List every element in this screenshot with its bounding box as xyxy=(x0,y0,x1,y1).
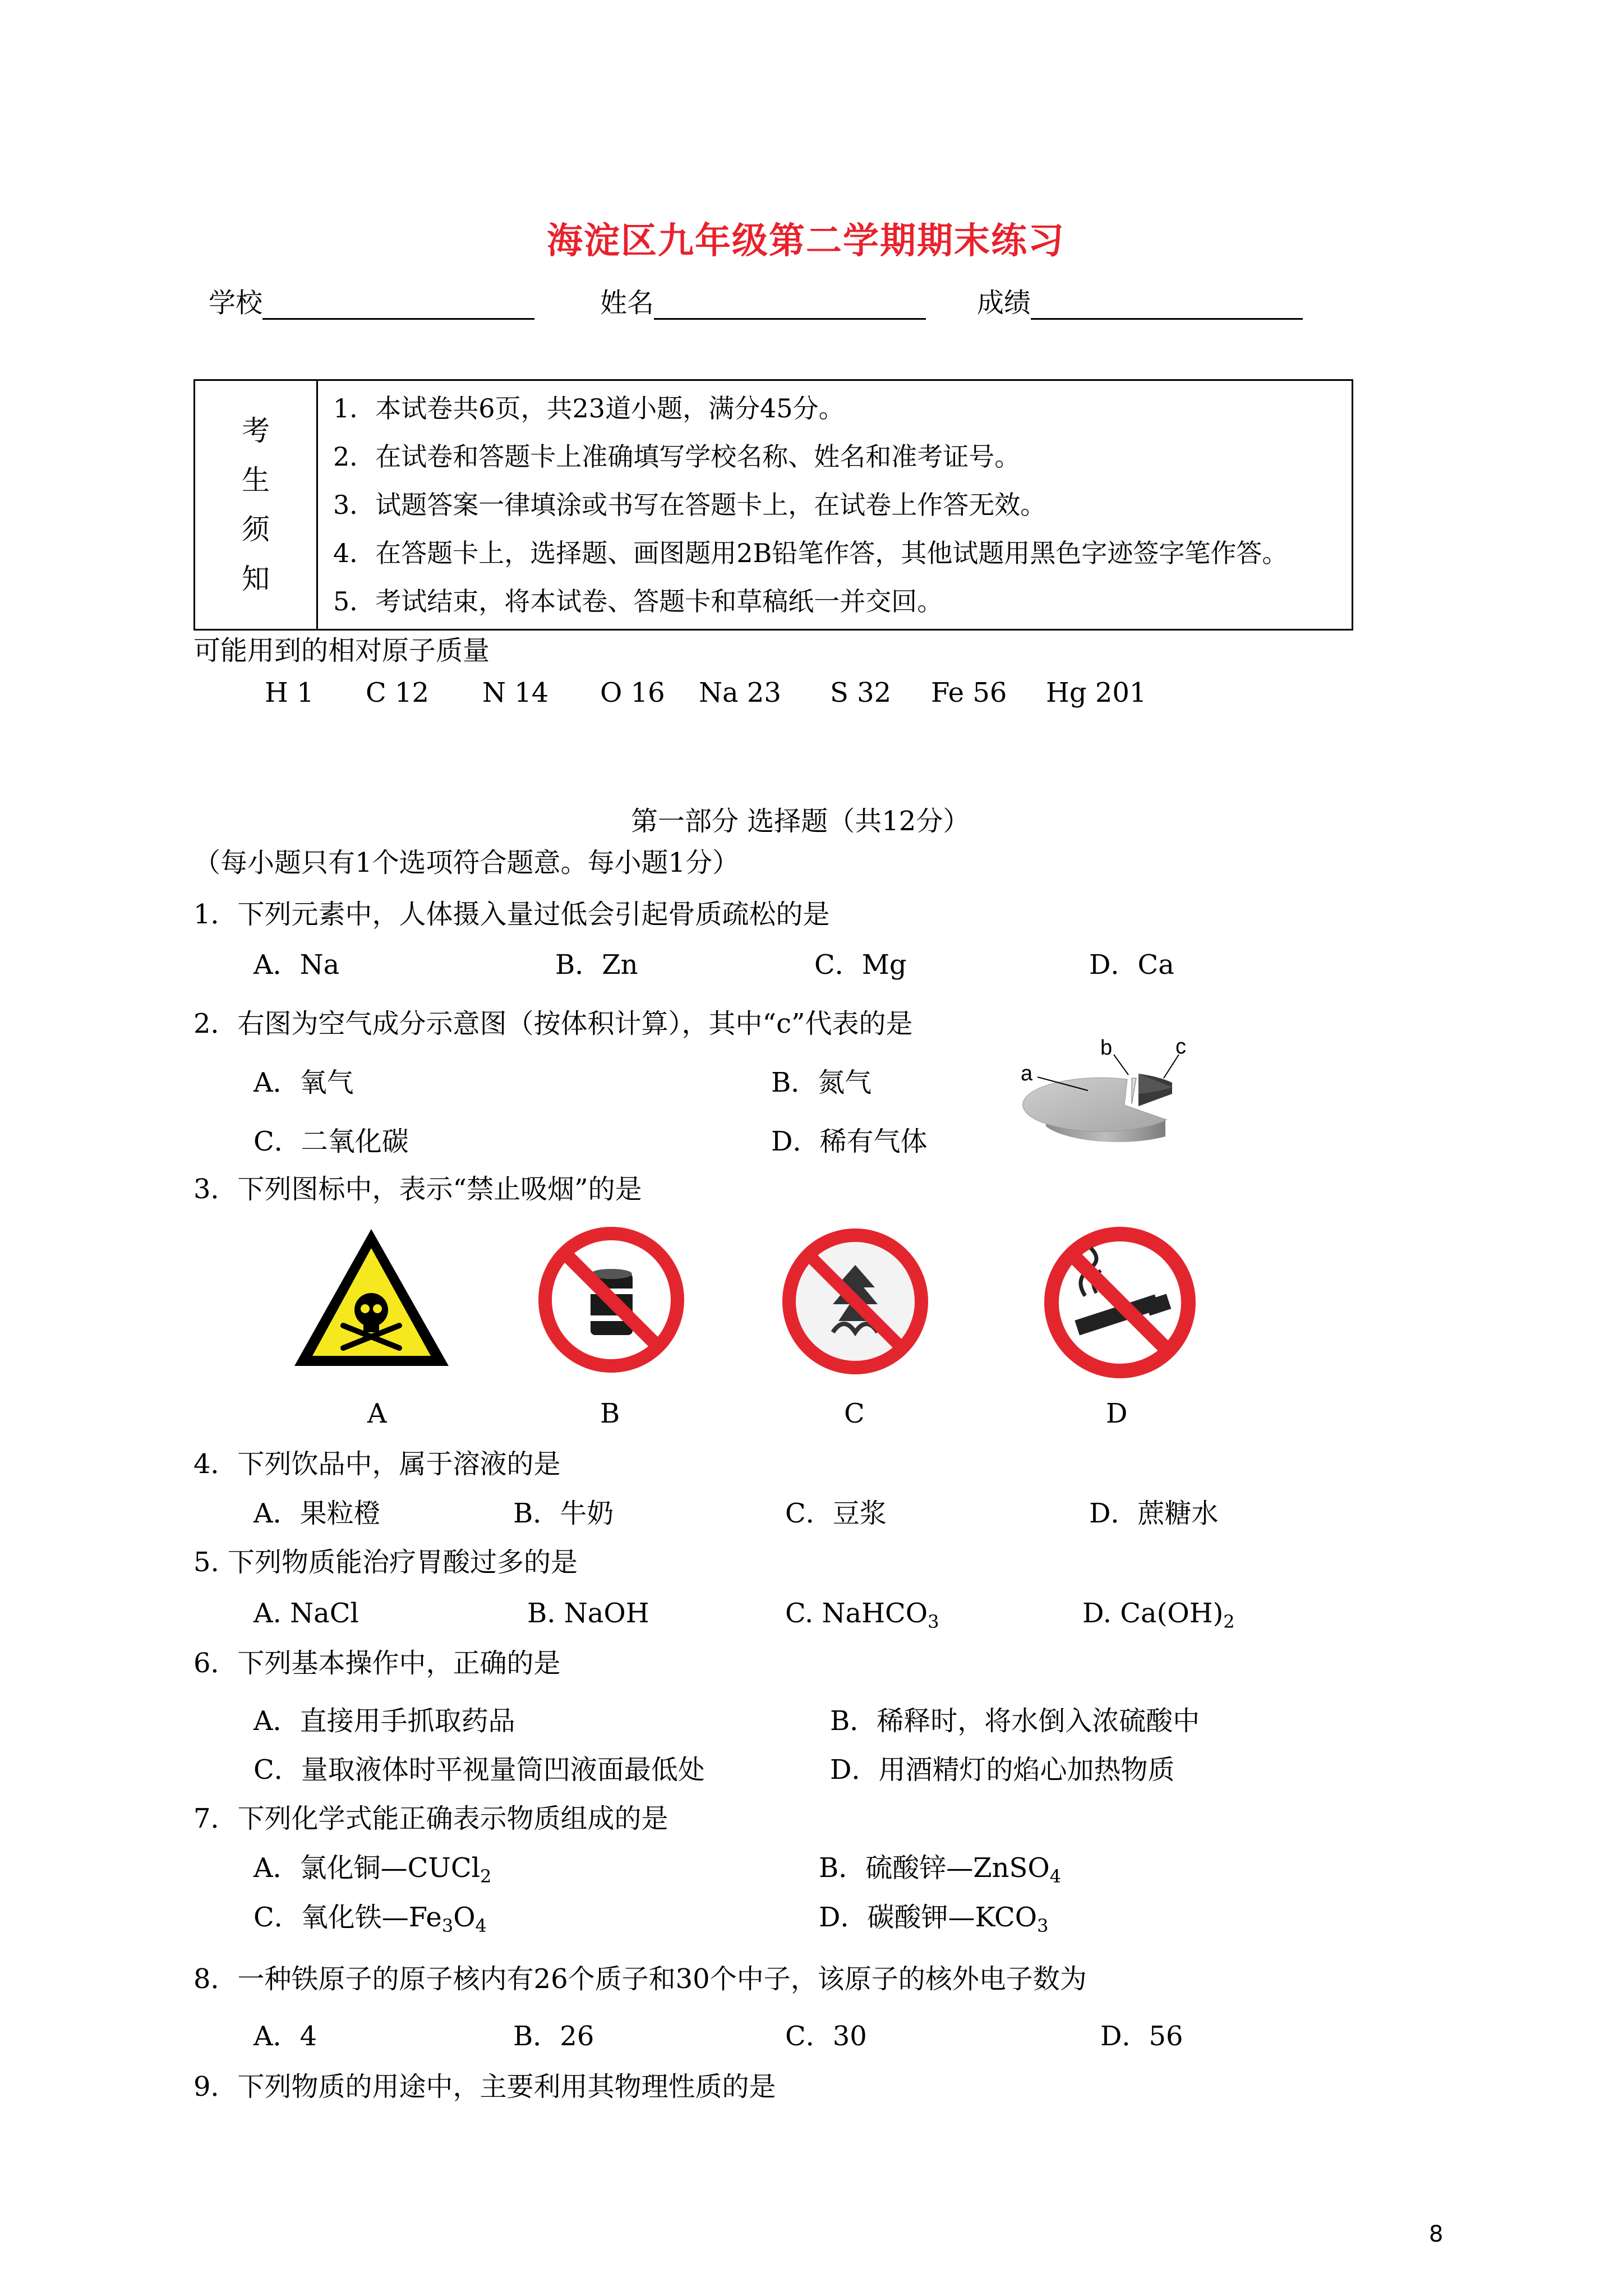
option[interactable]: C．二氧化碳 xyxy=(253,1126,409,1157)
option[interactable]: B．氮气 xyxy=(771,1067,872,1098)
option[interactable]: B．26 xyxy=(513,2021,594,2052)
option[interactable]: A xyxy=(367,1398,387,1429)
option-text: O xyxy=(453,1902,476,1933)
option[interactable] xyxy=(1082,1596,1235,1639)
atomic-mass-value: Fe 56 xyxy=(931,677,1007,708)
name-blank[interactable] xyxy=(654,289,926,320)
option[interactable] xyxy=(253,1596,359,1630)
notice-item: 1．本试卷共6页，共23道小题，满分45分。 xyxy=(333,393,845,424)
question-stem: 5. 下列物质能治疗胃酸过多的是 xyxy=(193,1547,578,1578)
atomic-mass-label: 可能用到的相对原子质量 xyxy=(193,635,490,666)
subscript: 4 xyxy=(1049,1866,1062,1887)
notice-heading-char: 须 xyxy=(242,513,270,546)
page-title: 海淀区九年级第二学期期末练习 xyxy=(547,220,1065,262)
atomic-mass-value: Na 23 xyxy=(699,677,781,708)
air-composition-pie-figure xyxy=(1004,1032,1211,1178)
option-text: D. Ca(OH) xyxy=(1082,1598,1224,1629)
atomic-mass-value: O 16 xyxy=(600,677,665,708)
question-stem: 3．下列图标中，表示“禁止吸烟”的是 xyxy=(193,1174,642,1205)
score-label: 成绩 xyxy=(977,287,1031,319)
option[interactable]: C xyxy=(844,1398,865,1429)
question-stem: 1．下列元素中，人体摄入量过低会引起骨质疏松的是 xyxy=(193,899,830,930)
option[interactable]: C．量取液体时平视量筒凹液面最低处 xyxy=(253,1754,705,1786)
option-text: B. NaOH xyxy=(527,1598,649,1629)
name-field xyxy=(600,286,926,320)
question-stem: 2．右图为空气成分示意图（按体积计算），其中“c”代表的是 xyxy=(193,1008,913,1039)
subscript: 3 xyxy=(1037,1915,1049,1936)
question-stem: 9．下列物质的用途中，主要利用其物理性质的是 xyxy=(193,2071,776,2102)
question-stem: 7．下列化学式能正确表示物质组成的是 xyxy=(193,1803,668,1834)
atomic-mass-value: S 32 xyxy=(830,677,892,708)
pie-label-c: c xyxy=(1175,1035,1186,1059)
option[interactable]: B．牛奶 xyxy=(513,1498,614,1529)
school-field xyxy=(209,286,534,320)
option[interactable] xyxy=(253,1851,491,1893)
no-burning-sign-icon[interactable] xyxy=(780,1226,931,1377)
option[interactable] xyxy=(527,1596,649,1630)
subscript: 2 xyxy=(479,1866,492,1887)
subscript: 2 xyxy=(1223,1611,1235,1632)
score-field xyxy=(977,286,1303,320)
option[interactable]: C．豆浆 xyxy=(785,1498,887,1529)
option[interactable]: D xyxy=(1106,1398,1128,1429)
option[interactable]: D．Ca xyxy=(1089,949,1174,981)
option-text: B．硫酸锌—ZnSO xyxy=(819,1852,1050,1884)
notice-heading-char: 考 xyxy=(242,415,270,447)
option[interactable] xyxy=(253,1901,487,1943)
option[interactable]: A．果粒橙 xyxy=(253,1498,381,1529)
atomic-mass-value: N 14 xyxy=(482,677,549,708)
subscript: 3 xyxy=(928,1611,939,1632)
notice-heading-char: 知 xyxy=(242,563,270,595)
atomic-mass-value: H 1 xyxy=(265,677,314,708)
notice-item: 5．考试结束，将本试卷、答题卡和草稿纸一并交回。 xyxy=(333,586,943,616)
option[interactable]: B．Zn xyxy=(555,949,638,981)
question-stem: 6．下列基本操作中，正确的是 xyxy=(193,1648,561,1679)
subscript: 3 xyxy=(441,1915,454,1936)
option-text: A．氯化铜—CUCl xyxy=(253,1852,480,1884)
option[interactable]: B．稀释时，将水倒入浓硫酸中 xyxy=(830,1705,1200,1737)
section-title: 第一部分 选择题（共12分） xyxy=(631,806,970,837)
question-stem: 8．一种铁原子的原子核内有26个质子和30个中子，该原子的核外电子数为 xyxy=(193,1963,1087,1995)
option[interactable]: C．Mg xyxy=(814,949,907,981)
option[interactable]: D．56 xyxy=(1100,2021,1183,2052)
score-blank[interactable] xyxy=(1031,289,1303,320)
notice-item: 4．在答题卡上，选择题、画图题用2B铅笔作答，其他试题用黑色字迹签字笔作答。 xyxy=(333,538,1288,568)
subscript: 4 xyxy=(475,1915,487,1936)
option[interactable] xyxy=(819,1851,1061,1893)
option-text: D．碳酸钾—KCO xyxy=(819,1902,1038,1933)
option[interactable]: A．氧气 xyxy=(253,1067,354,1098)
pie-label-a: a xyxy=(1021,1062,1033,1085)
atomic-mass-value: C 12 xyxy=(366,677,430,708)
notice-heading xyxy=(195,380,317,630)
option-text: A. NaCl xyxy=(253,1598,359,1629)
option[interactable] xyxy=(819,1901,1049,1943)
option[interactable]: D．蔗糖水 xyxy=(1089,1498,1219,1529)
option-text: C．氧化铁—Fe xyxy=(253,1902,442,1933)
option[interactable]: C．30 xyxy=(785,2021,867,2052)
no-smoking-sign-icon[interactable] xyxy=(1040,1223,1200,1383)
option[interactable]: A．直接用手抓取药品 xyxy=(253,1705,515,1737)
notice-item: 2．在试卷和答题卡上准确填写学校名称、姓名和准考证号。 xyxy=(333,441,1021,472)
option[interactable]: D．稀有气体 xyxy=(771,1126,928,1157)
notice-item: 3．试题答案一律填涂或书写在答题卡上，在试卷上作答无效。 xyxy=(333,490,1046,520)
exam-notice-table xyxy=(193,379,1353,631)
toxic-warning-sign-icon[interactable] xyxy=(292,1226,451,1369)
pie-label-b: b xyxy=(1100,1036,1113,1060)
atomic-mass-value: Hg 201 xyxy=(1046,677,1147,708)
option[interactable]: D．用酒精灯的焰心加热物质 xyxy=(830,1754,1175,1786)
option-text: C. NaHCO xyxy=(785,1598,928,1629)
option[interactable]: B xyxy=(600,1398,620,1429)
option[interactable] xyxy=(785,1596,939,1639)
school-label: 学校 xyxy=(209,287,263,319)
question-stem: 4．下列饮品中，属于溶液的是 xyxy=(193,1448,561,1480)
option[interactable]: A．4 xyxy=(253,2021,317,2052)
option[interactable]: A．Na xyxy=(253,949,340,981)
school-blank[interactable] xyxy=(262,289,534,320)
notice-items xyxy=(317,380,1353,630)
no-barrel-sign-icon[interactable] xyxy=(537,1226,686,1374)
notice-heading-char: 生 xyxy=(242,464,270,496)
name-label: 姓名 xyxy=(600,287,654,319)
section-instruction: （每小题只有1个选项符合题意。每小题1分） xyxy=(193,847,740,878)
page-number: 8 xyxy=(1429,2221,1444,2247)
